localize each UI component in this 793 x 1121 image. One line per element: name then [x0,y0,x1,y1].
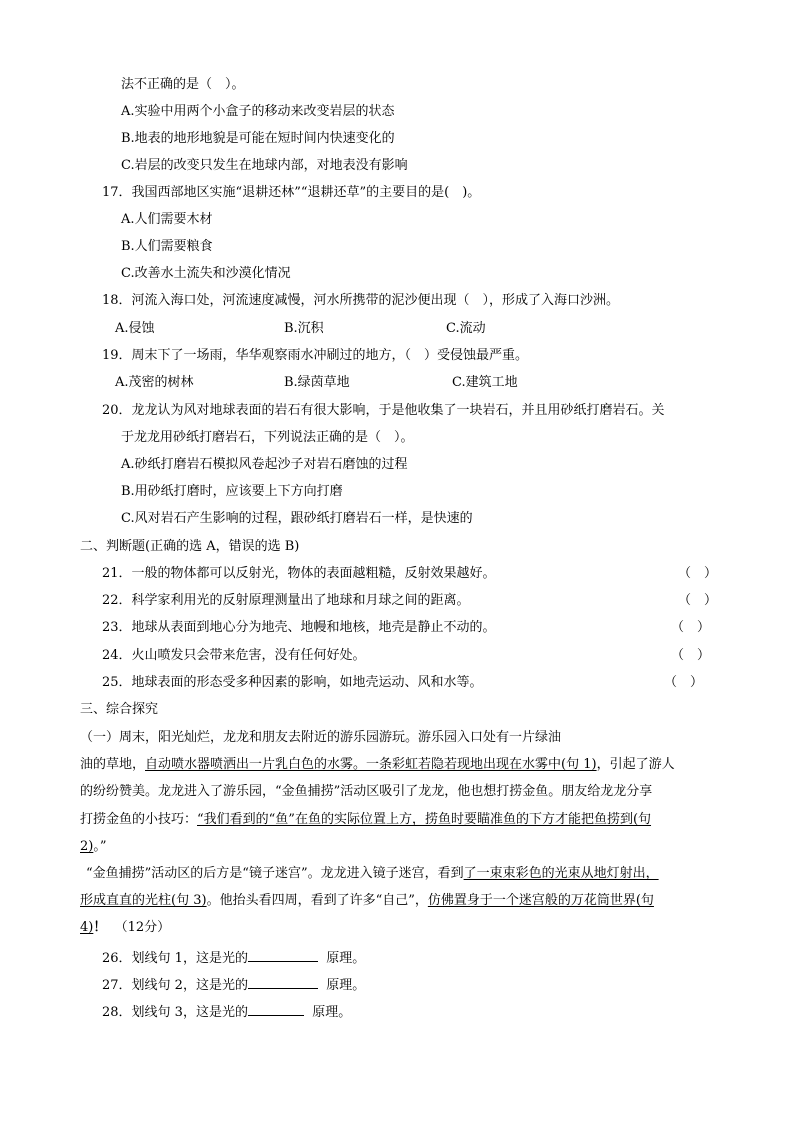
q19-option-c: C.建筑工地 [452,375,518,390]
passage2-line2-text-b: 。他抬头看四周，看到了许多“自己”， [206,893,428,908]
underlined-sentence-3-part2: 形成直直的光柱(句 3) [80,893,207,908]
q19-stem: 19．周末下了一场雨，华华观察雨水冲刷过的地方，（ ）受侵蚀最严重。 [102,348,529,363]
q24-answer-paren[interactable]: （ ） [671,648,711,663]
q20-option-c: C.风对岩石产生影响的过程，跟砂纸打磨岩石一样，是快速的 [121,511,473,526]
q26-stem: 26．划线句 1，这是光的 [102,951,248,966]
underlined-sentence-1: 自动喷水器喷洒出一片乳白色的水雾。一条彩虹若隐若现地出现在水雾中(句 1) [145,757,597,772]
passage2-line3 [80,920,170,936]
q20-stem-line1: 20．龙龙认为风对地球表面的岩石有很大影响，于是他收集了一块岩石，并且用砂纸打磨岩石。关 [102,403,665,418]
passage1-line4 [80,812,651,828]
q21-answer-paren[interactable]: （ ） [678,566,718,581]
q27-suffix: 原理。 [326,978,366,993]
passage2-line1 [86,866,659,882]
passage1-line5-text-b: 。” [93,839,107,854]
q18-option-b: B.沉积 [284,321,324,336]
q17-option-a: A.人们需要木材 [121,212,213,227]
underlined-sentence-4-part1: 仿佛置身于一个迷宫般的万花筒世界(句 [427,893,654,908]
q28-answer-blank[interactable] [248,1002,304,1016]
exclamation: ！ [93,920,107,935]
q25-stem: 25．地球表面的形态受多种因素的影响，如地壳运动、风和水等。 [102,675,483,690]
q16-option-c: C.岩层的改变只发生在地球内部，对地表没有影响 [121,158,408,173]
passage1-line2-text-c: ，引起了游人 [596,757,675,772]
q16-option-b: B.地表的地形地貌是可能在短时间内快速变化的 [121,131,395,146]
q26-suffix: 原理。 [326,951,366,966]
passage1-line2-text-a: 油的草地， [80,757,146,772]
q20-stem-line2: 于龙龙用砂纸打磨岩石，下列说法正确的是（ ）。 [121,430,414,445]
q18-stem: 18．河流入海口处，河流速度减慢，河水所携带的泥沙便出现（ ），形成了入海口沙洲。 [102,293,620,308]
q28 [102,1002,351,1021]
underlined-sentence-2-part1: “我们看到的“鱼”在鱼的实际位置上方，捞鱼时要瞄准鱼的下方才能把鱼捞到(句 [197,812,652,827]
q23-answer-paren[interactable]: （ ） [671,620,711,635]
section3-title: 三、综合探究 [80,702,159,717]
q28-suffix: 原理。 [312,1005,352,1020]
passage2-line1-text-a: “金鱼捕捞”活动区的后方是“镜子迷宫”。龙龙进入镜子迷宫，看到 [86,866,464,881]
q26-answer-blank[interactable] [248,948,318,962]
q22-stem: 22．科学家利用光的反射原理测量出了地球和月球之间的距离。 [102,593,470,608]
q17-stem: 17．我国西部地区实施“退耕还林”“退耕还草”的主要目的是( )。 [102,185,481,200]
passage1-line3: 的纷纷赞美。龙龙进入了游乐园，“金鱼捕捞”活动区吸引了龙龙，他也想打捞金鱼。朋友给龙龙分享 [80,784,653,799]
q17-option-b: B.人们需要粮食 [121,239,213,254]
passage1-line1: （一）周末，阳光灿烂，龙龙和朋友去附近的游乐园游玩。游乐园入口处有一片绿油 [80,730,562,745]
section2-title: 二、判断题(正确的选 A，错误的选 B) [80,539,300,554]
q24-stem: 24．火山喷发只会带来危害，没有任何好处。 [102,648,366,663]
q25-answer-paren[interactable]: （ ） [664,675,704,690]
passage2-line2 [80,893,654,909]
q27-stem: 27．划线句 2，这是光的 [102,978,248,993]
q20-option-a: A.砂纸打磨岩石模拟风卷起沙子对岩石磨蚀的过程 [121,457,408,472]
q28-stem: 28．划线句 3，这是光的 [102,1005,248,1020]
q22-answer-paren[interactable]: （ ） [678,593,718,608]
q26 [102,948,365,967]
q21-stem: 21．一般的物体都可以反射光，物体的表面越粗糙，反射效果越好。 [102,566,496,581]
q27 [102,975,365,994]
passage1-line2 [80,757,675,773]
underlined-sentence-4-part2: 4) [80,920,94,935]
q23-stem: 23．地球从表面到地心分为地壳、地幔和地核，地壳是静止不动的。 [102,620,496,635]
underlined-sentence-2-part2: 2) [80,839,94,854]
q16-option-a: A.实验中用两个小盒子的移动来改变岩层的状态 [121,104,395,119]
underlined-sentence-3-part1: 了一束束彩色的光束从地灯射出， [463,866,659,881]
section3-score: （12分） [114,920,171,935]
q20-option-b: B.用砂纸打磨时，应该要上下方向打磨 [121,484,343,499]
q19-option-b: B.绿茵草地 [284,375,350,390]
passage1-line5 [80,839,107,855]
q17-option-c: C.改善水土流失和沙漠化情况 [121,266,291,281]
q19-option-a: A.茂密的树林 [115,375,194,390]
passage1-line4-text-a: 打捞金鱼的小技巧： [80,812,198,827]
q18-option-c: C.流动 [446,321,486,336]
q16-stem: 法不正确的是（ ）。 [121,77,245,92]
q18-option-a: A.侵蚀 [115,321,155,336]
q27-answer-blank[interactable] [248,975,318,989]
